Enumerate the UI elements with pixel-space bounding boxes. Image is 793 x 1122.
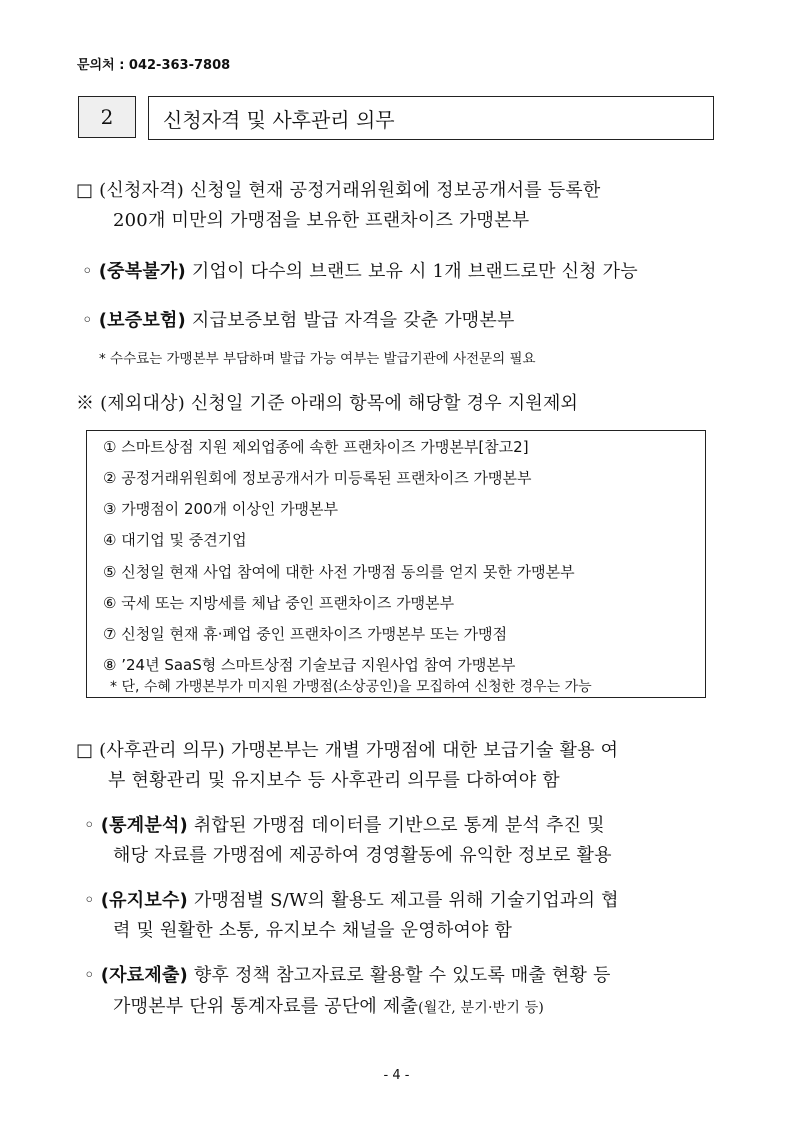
bullet-text-submission: 향후 정책 참고자료로 활용할 수 있도록 매출 현황 등 [193,965,611,986]
bullet-mark: ◦ [82,261,93,282]
bullet-text-statistics: 취합된 가맹점 데이터를 기반으로 통계 분석 추진 및 [193,815,605,836]
exclusion-item: ⑥ 국세 또는 지방세를 체납 중인 프랜차이즈 가맹본부 [103,594,455,612]
exclusion-title: ※ (제외대상) 신청일 기준 아래의 항목에 해당할 경우 지원제외 [76,393,579,414]
exclusion-note: * 단, 수혜 가맹본부가 미지원 가맹점(소상공인)을 모집하여 신청한 경우는 가능 [110,679,592,695]
bullet-cont-submission [113,992,544,1018]
exclusion-item: ⑤ 신청일 현재 사업 참여에 대한 사전 가맹점 동의를 얻지 못한 가맹본부 [103,563,575,581]
bullet-mark: ◦ [84,890,95,911]
exclusion-item: ⑧ ’24년 SaaS형 스마트상점 기술보급 지원사업 참여 가맹본부 [103,656,516,674]
section-number: 2 [78,96,136,138]
bullet-text-maintenance: 가맹점별 S/W의 활용도 제고를 위해 기술기업과의 협 [193,890,619,911]
aftercare-line-1: □ (사후관리 의무) 가맹본부는 개별 가맹점에 대한 보급기술 활용 여 [76,740,619,761]
bullet-submission [84,961,611,987]
bullet-maintenance [84,886,619,912]
exclusion-item: ⑦ 신청일 현재 휴·폐업 중인 프랜차이즈 가맹본부 또는 가맹점 [103,625,508,643]
bullet-statistics [84,811,605,837]
bullet-cont-maintenance: 력 및 원활한 소통, 유지보수 채널을 운영하여야 함 [113,920,513,941]
section-title: 신청자격 및 사후관리 의무 [148,96,714,140]
eligibility-line-2: 200개 미만의 가맹점을 보유한 프랜차이즈 가맹본부 [113,210,530,231]
exclusion-item: ② 공정거래위원회에 정보공개서가 미등록된 프랜차이즈 가맹본부 [103,469,532,487]
exclusion-item: ③ 가맹점이 200개 이상인 가맹본부 [103,500,339,518]
bullet-mark: ◦ [82,310,93,331]
contact-info: 문의처 : 042-363-7808 [77,58,231,73]
submission-cont-text: 가맹본부 단위 통계자료를 공단에 제출 [113,996,419,1017]
bullet-mark: ◦ [84,815,95,836]
exclusion-item: ① 스마트상점 지원 제외업종에 속한 프랜차이즈 가맹본부[참고2] [103,438,529,456]
submission-cont-small: (월간, 분기·반기 등) [418,1000,545,1016]
bullet-insurance [82,306,515,332]
bullet-text-insurance: 지급보증보험 발급 자격을 갖춘 가맹본부 [191,310,515,331]
page-number: - 4 - [383,1068,410,1083]
bullet-label-maintenance: (유지보수) [100,890,188,911]
bullet-label-duplicate: (중복불가) [98,261,186,282]
bullet-cont-statistics: 해당 자료를 가맹점에 제공하여 경영활동에 유익한 정보로 활용 [113,845,612,866]
bullet-text-duplicate: 기업이 다수의 브랜드 보유 시 1개 브랜드로만 신청 가능 [191,261,638,282]
insurance-note: * 수수료는 가맹본부 부담하며 발급 가능 여부는 발급기관에 사전문의 필요 [99,351,536,367]
bullet-duplicate [82,257,638,283]
aftercare-line-2: 부 현황관리 및 유지보수 등 사후관리 의무를 다하여야 함 [108,770,560,791]
eligibility-line-1: □ (신청자격) 신청일 현재 공정거래위원회에 정보공개서를 등록한 [76,180,601,201]
bullet-label-submission: (자료제출) [100,965,188,986]
bullet-label-statistics: (통계분석) [100,815,188,836]
exclusion-item: ④ 대기업 및 중견기업 [103,531,247,549]
bullet-mark: ◦ [84,965,95,986]
bullet-label-insurance: (보증보험) [98,310,186,331]
